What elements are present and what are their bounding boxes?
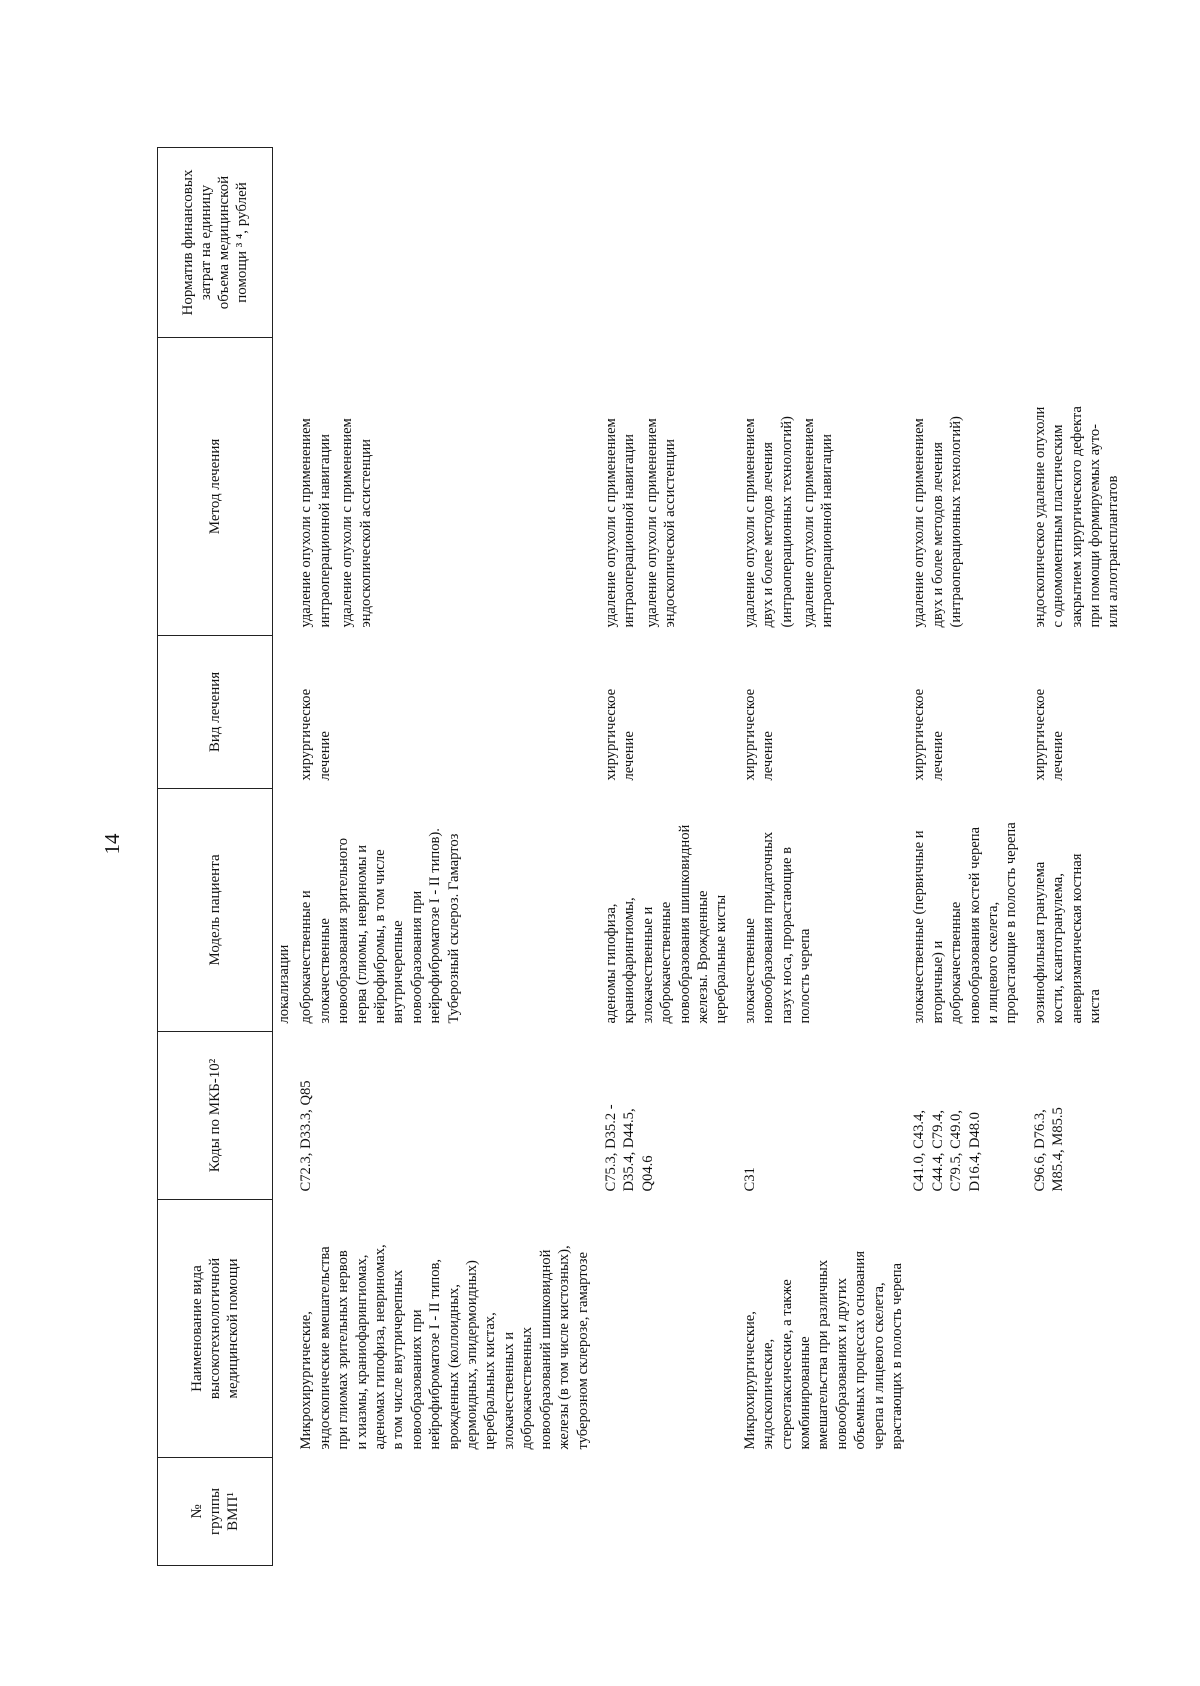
header-treatment-method: Метод лечения bbox=[158, 338, 273, 636]
patient-model-cell bbox=[1029, 789, 1129, 1032]
treatment-method-cell bbox=[600, 338, 733, 636]
text-line: эндоскопические, bbox=[760, 1338, 777, 1450]
group-cell bbox=[908, 1458, 1022, 1566]
patient-model-cell bbox=[295, 789, 594, 1032]
text-line: комбинированные bbox=[796, 1336, 813, 1450]
patient-model-cell bbox=[739, 789, 909, 1032]
text-line: в том числе внутричерепных bbox=[390, 1269, 407, 1450]
name-cell bbox=[1029, 1200, 1129, 1458]
text-line: интраоперационной навигации bbox=[819, 434, 836, 628]
text-line: D35.4, D44.5, bbox=[621, 1108, 638, 1192]
text-line: Туберозный склероз. Гамартоз bbox=[445, 833, 462, 1024]
text-line: C31 bbox=[741, 1167, 758, 1192]
financial-norm-cell bbox=[908, 148, 1022, 338]
header-treatment-type: Вид лечения bbox=[158, 636, 273, 789]
text-line: злокачественные (первичные и bbox=[911, 830, 928, 1024]
text-line: и хиазмы, краниофарингиомах, bbox=[353, 1254, 370, 1450]
name-cell bbox=[295, 1200, 594, 1458]
text-line: железы. Врожденные bbox=[694, 890, 711, 1024]
text-line: эозинофильная гранулема bbox=[1031, 861, 1048, 1024]
method-item bbox=[602, 345, 639, 628]
treatment-type-cell bbox=[600, 636, 733, 789]
text-line: доброкачественных bbox=[519, 1326, 536, 1450]
text-line: удаление опухоли с применением bbox=[298, 418, 315, 628]
text-line: эндоскопические вмешательства bbox=[316, 1246, 333, 1450]
text-line: новообразования шишковидной bbox=[676, 824, 693, 1024]
text-line: локализации bbox=[276, 944, 292, 1024]
codes-cell bbox=[295, 1032, 594, 1200]
group-cell bbox=[295, 1458, 594, 1566]
text-line: хирургическое bbox=[741, 688, 758, 781]
text-line: новообразований шишковидной bbox=[537, 1249, 554, 1450]
text-line: дермоидных, эпидермоидных) bbox=[464, 1260, 481, 1450]
method-item bbox=[1031, 345, 1123, 628]
treatment-type-cell bbox=[739, 636, 909, 789]
method-item bbox=[338, 345, 375, 628]
text-line: удаление опухоли с применением bbox=[911, 418, 928, 628]
text-line: при глиомах зрительных нервов bbox=[335, 1250, 352, 1450]
text-line: эндоскопической ассистенции bbox=[357, 439, 374, 628]
treatment-method-cell bbox=[273, 338, 296, 636]
text-line: киста bbox=[1087, 989, 1104, 1024]
text-line: хирургическое bbox=[602, 688, 619, 781]
group-cell bbox=[1029, 1458, 1129, 1566]
treatment-type-cell bbox=[273, 636, 296, 789]
method-item bbox=[800, 345, 837, 628]
text-line: новообразованиях при bbox=[408, 1309, 425, 1450]
text-line: эндоскопическое удаление опухоли bbox=[1031, 406, 1048, 628]
text-line: нейрофиброматозе I - II типов, bbox=[427, 1258, 444, 1450]
text-line: C96.6, D76.3, bbox=[1031, 1109, 1048, 1192]
text-line: лечение bbox=[1050, 731, 1067, 781]
group-cell bbox=[600, 1458, 733, 1566]
text-line: двух и более методов лечения bbox=[929, 441, 946, 628]
method-item bbox=[741, 345, 796, 628]
text-line: эндоскопической ассистенции bbox=[662, 439, 679, 628]
text-line: C72.3, D33.3, Q85 bbox=[298, 1080, 315, 1192]
text-line: Микрохирургические, bbox=[741, 1311, 758, 1450]
text-line: двух и более методов лечения bbox=[760, 441, 777, 628]
text-line: (интраоперационных технологий) bbox=[778, 416, 795, 628]
name-cell bbox=[600, 1200, 733, 1458]
text-line: кости, ксантогранулема, bbox=[1050, 873, 1067, 1024]
header-name: Наименование вида высокотехнологичной медицинской помощи bbox=[158, 1200, 273, 1458]
text-line: D16.4, D48.0 bbox=[966, 1112, 983, 1192]
text-line: стереотаксические, а также bbox=[778, 1279, 795, 1450]
text-line: аневризматическая костная bbox=[1068, 853, 1085, 1024]
text-line: M85.4, M85.5 bbox=[1050, 1107, 1067, 1192]
table-row bbox=[600, 148, 733, 1566]
text-line: лечение bbox=[621, 731, 638, 781]
text-line: доброкачественные bbox=[948, 901, 965, 1024]
table-row bbox=[295, 148, 594, 1566]
text-line: врастающих в полость черепа bbox=[889, 1262, 905, 1450]
text-line: лечение bbox=[929, 731, 946, 781]
treatment-method-cell bbox=[1029, 338, 1129, 636]
text-line: туберозном склерозе, гамартозе bbox=[574, 1252, 591, 1450]
table-row bbox=[273, 148, 296, 1566]
text-line: доброкачественные и bbox=[298, 890, 315, 1024]
financial-norm-cell bbox=[295, 148, 594, 338]
table-header-row bbox=[158, 148, 273, 1566]
patient-model-cell bbox=[908, 789, 1022, 1032]
text-line: C79.5, C49.0, bbox=[948, 1110, 965, 1192]
text-line: злокачественных и bbox=[500, 1331, 517, 1450]
method-item bbox=[297, 345, 334, 628]
text-line: внутричерепные bbox=[390, 920, 407, 1024]
text-line: нейрофиброматозе I - II типов). bbox=[427, 828, 444, 1024]
text-line: новообразования зрительного bbox=[335, 837, 352, 1024]
text-line: или аллотрансплантатов bbox=[1105, 475, 1122, 628]
codes-cell bbox=[739, 1032, 909, 1200]
name-cell bbox=[908, 1200, 1022, 1458]
page-number: 14 bbox=[100, 833, 124, 855]
table-row bbox=[908, 148, 1022, 1566]
text-line: новообразованиях и других bbox=[833, 1278, 850, 1450]
text-line: (интраоперационных технологий) bbox=[948, 416, 965, 628]
financial-norm-cell bbox=[1029, 148, 1129, 338]
text-line: вторичные) и bbox=[929, 940, 946, 1024]
vmp-table bbox=[157, 147, 1129, 1566]
name-cell bbox=[739, 1200, 909, 1458]
treatment-type-cell bbox=[1029, 636, 1129, 789]
table-row bbox=[1029, 148, 1129, 1566]
text-line: удаление опухоли с применением bbox=[643, 418, 660, 628]
text-line: злокачественные bbox=[741, 918, 758, 1024]
text-line: доброкачественные bbox=[658, 901, 675, 1024]
text-line: Микрохирургические, bbox=[298, 1311, 315, 1450]
text-line: C75.3, D35.2 - bbox=[602, 1104, 619, 1192]
text-line: нерва (глиомы, невриномы и bbox=[353, 844, 370, 1024]
group-cell bbox=[739, 1458, 909, 1566]
method-item bbox=[643, 345, 680, 628]
text-line: хирургическое bbox=[911, 688, 928, 781]
treatment-type-cell bbox=[295, 636, 594, 789]
text-line: новообразования при bbox=[408, 890, 425, 1024]
text-line: удаление опухоли с применением bbox=[800, 418, 817, 628]
text-line: удаление опухоли с применением bbox=[741, 418, 758, 628]
text-line: аденомах гипофиза, невриномах, bbox=[372, 1244, 389, 1450]
text-line: удаление опухоли с применением bbox=[339, 418, 356, 628]
header-group-number: № группы ВМП¹ bbox=[158, 1458, 273, 1566]
text-line: интраоперационной навигации bbox=[621, 434, 638, 628]
text-line: новообразования костей черепа bbox=[966, 826, 983, 1024]
text-line: закрытием хирургического дефекта bbox=[1068, 406, 1085, 628]
text-line: C44.4, C79.4, bbox=[929, 1110, 946, 1192]
text-line: черепа и лицевого скелета, bbox=[870, 1282, 887, 1450]
text-line: и лицевого скелета, bbox=[985, 901, 1002, 1024]
text-line: C41.0, C43.4, bbox=[911, 1110, 928, 1192]
text-line: хирургическое bbox=[298, 688, 315, 781]
text-line: нейрофибромы, в том числе bbox=[372, 849, 389, 1024]
text-line: новообразования придаточных bbox=[760, 831, 777, 1024]
table-row bbox=[739, 148, 909, 1566]
text-line: лечение bbox=[760, 731, 777, 781]
text-line: с одномоментным пластическим bbox=[1050, 424, 1067, 628]
treatment-method-cell bbox=[908, 338, 1022, 636]
codes-cell bbox=[1029, 1032, 1129, 1200]
treatment-method-cell bbox=[739, 338, 909, 636]
text-line: церебральных кистах, bbox=[482, 1312, 499, 1450]
text-line: вмешательства при различных bbox=[815, 1259, 832, 1450]
text-line: полость черепа bbox=[796, 928, 813, 1024]
text-line: объемных процессах основания bbox=[852, 1250, 869, 1450]
text-line: лечение bbox=[316, 731, 333, 781]
text-line: врожденных (коллоидных, bbox=[445, 1284, 462, 1450]
financial-norm-cell bbox=[600, 148, 733, 338]
text-line: церебральные кисты bbox=[713, 894, 730, 1024]
text-line: железы (в том числе кистозных), bbox=[556, 1245, 573, 1450]
text-line: краниофарингиомы, bbox=[621, 897, 638, 1024]
text-line: пазух носа, прорастающие в bbox=[778, 846, 795, 1024]
method-item bbox=[910, 345, 965, 628]
codes-cell bbox=[273, 1032, 296, 1200]
header-patient-model: Модель пациента bbox=[158, 789, 273, 1032]
text-line: интраоперационной навигации bbox=[316, 434, 333, 628]
group-cell bbox=[273, 1458, 296, 1566]
text-line: удаление опухоли с применением bbox=[602, 418, 619, 628]
patient-model-cell bbox=[600, 789, 733, 1032]
patient-model-cell bbox=[273, 789, 296, 1032]
name-cell bbox=[273, 1200, 296, 1458]
text-line: хирургическое bbox=[1031, 688, 1048, 781]
text-line: злокачественные и bbox=[639, 906, 656, 1024]
header-financial-norm: Норматив финансовых затрат на единицу объема медицинской помощи ³ ⁴, рублей bbox=[158, 148, 273, 338]
text-line: Q04.6 bbox=[639, 1155, 656, 1192]
financial-norm-cell bbox=[273, 148, 296, 338]
codes-cell bbox=[908, 1032, 1022, 1200]
text-line: аденомы гипофиза, bbox=[602, 903, 619, 1024]
text-line: при помощи формируемых ауто- bbox=[1087, 423, 1104, 628]
financial-norm-cell bbox=[739, 148, 909, 338]
header-codes: Коды по МКБ-10² bbox=[158, 1032, 273, 1200]
treatment-method-cell bbox=[295, 338, 594, 636]
text-line: прорастающие в полость черепа bbox=[1003, 822, 1020, 1024]
codes-cell bbox=[600, 1032, 733, 1200]
text-line: злокачественные bbox=[316, 918, 333, 1024]
treatment-type-cell bbox=[908, 636, 1022, 789]
